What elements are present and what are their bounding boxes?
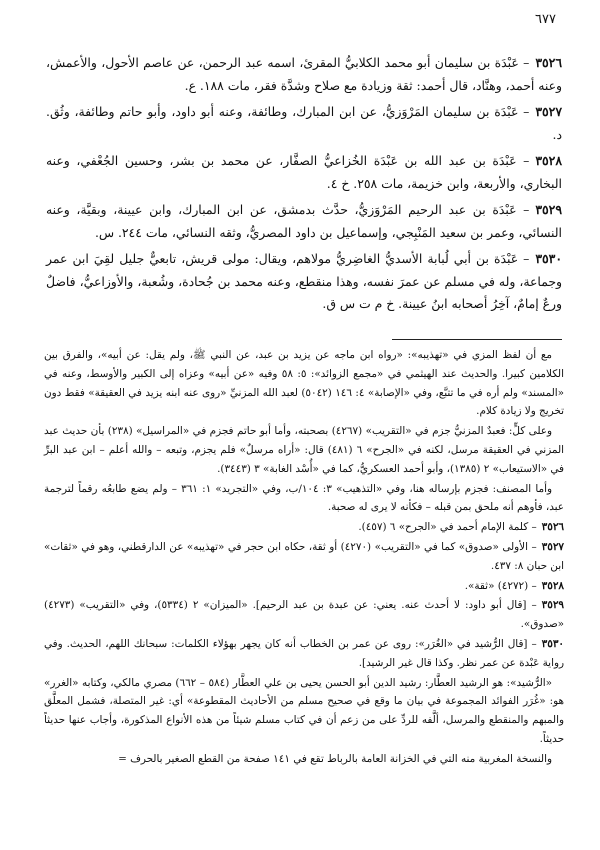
entry-text: – عَبْدَة بن سليمان أبو محمد الكلابيُّ المقرئ، اسمه عبد الرحمن، عن عاصم الأحول، والأعمش، وعنه أحمد، وهنَّاد، قال أحمد: ثقة وزيادة مع صلاح وشدَّة فقر، مات ١٨٨. ع. — [46, 55, 562, 93]
footnote-text: – الأولى «صدوق» كما في «التقريب» (٤٢٧٠) أو ثقة، حكاه ابن حجر في «تهذيبه» عن الدارقطني، وهو في «ثقات» ابن حبان ٨: ٤٣٧. — [44, 540, 564, 572]
footnote-text: «الرُّشيد»: هو الرشيد العطَّار: رشيد الدين أبو الحسن يحيى بن علي العطَّار (٥٨٤ – ٦٦٢) مصري مالكي، وكتابه «الغرر» هو: «غُرَر الفوائد المجموعة في بيان ما وقع في صحيح مسلم من الأحاديث المقطوعة» أي: غير المتصلة، فشمل المعلَّق والمبهم والمنقطع والمرسل، ألَّفه للردِّ على من زعم أن في كتاب مسلم شيئاً من هذه الأنواع المذكورة، وأجاب عنها حديثاً حديثاً. — [44, 676, 564, 745]
footnote-separator — [392, 339, 562, 340]
main-text — [46, 52, 562, 316]
footnote-text: – كلمة الإمام أحمد في «الجرح» ٦ (٤٥٧). — [358, 521, 537, 534]
biography-entry — [46, 150, 562, 195]
footnote-text: – (٤٢٧٢) «ثقة». — [464, 579, 537, 592]
footnote-number: ٣٥٢٩ — [541, 599, 564, 612]
page-number: ٦٧٧ — [535, 12, 556, 27]
entry-number: ٣٥٢٨ — [535, 153, 562, 168]
biography-entry — [46, 101, 562, 146]
footnote-text: – [قال الرُّشيد في «الغُرَر»: روى عن عمر بن الخطاب أنه كان يجهر بهؤلاء الكلمات: سبحانك اللهم، الحديث. وفي رواية عَبْدة عن عمر نظر. وكذا قال غير الرشيد]. — [44, 637, 564, 669]
biography-entry — [46, 248, 562, 316]
footnote-text: مع أن لفظ المزي في «تهذيبه»: «رواه ابن ماجه عن يزيد بن عبد، عن النبي ﷺ، ولم يقل: عن أبيه»، والفرق بين الكلامين كبيرا. والحديث عند الهيثمي في «مجمع الزوائد»: ٥: ٥٨ وفيه «عن أبيه» وعزاه إلى الكبير والأوسط، وعنه في «المسند» ولم أره في ما تتبَّع، وفي «الإصابة» ٤: ١٤٦ (٥٠٤٢) لعبد الله المزنيِّ «روى عنه ابنه يزيد في العقيقة» فقط دون تخريج ولا زيادة كلام. — [44, 349, 564, 418]
footnote-text: والنسخة المغربية منه التي في الخزانة العامة بالرباط تقع في ١٤١ صفحة من القطع الصغير بالحرف = — [118, 752, 552, 765]
footnote-number: ٣٥٢٨ — [541, 579, 564, 592]
entry-number: ٣٥٢٦ — [535, 55, 562, 70]
footnote — [44, 635, 564, 673]
biography-entry — [46, 199, 562, 244]
biography-entry — [46, 52, 562, 97]
footnote — [44, 674, 564, 749]
entry-text: – عَبْدَة بن سليمان المَرْوَزيُّ، عن ابن المبارك، وطائفة، وعنه أبو داود، وأبو حاتم وطائفة، وثُق. د. — [46, 104, 562, 142]
entry-number: ٣٥٢٩ — [535, 202, 562, 217]
footnote — [44, 518, 564, 537]
footnote-text: – [قال أبو داود: لا أحدث عنه. يعني: عن عبدة بن عبد الرحيم]. «الميزان» ٢ (٥٣٣٤)، وفي «التقريب» (٤٢٧٣) «صدوق». — [44, 599, 564, 631]
footnote-text: وأما المصنف: فجزم بإرساله هنا، وفي «التذهيب» ٣: ١٠٤/ب، وفي «التجريد» ١: ٣٦١ – ولم يضع طابعُه رقماً لترجمة عبد، فأوهم أنه ملحق بمن قبله – فكأنه لا يرى له صحبة. — [44, 482, 564, 514]
footnotes — [44, 346, 564, 769]
footnote-number: ٣٥٣٠ — [541, 637, 564, 650]
entry-number: ٣٥٢٧ — [535, 104, 562, 119]
footnote — [44, 480, 564, 518]
footnote — [44, 596, 564, 634]
footnote-text: وعلى كلٍّ: فعبدٌ المزنيُّ جزم في «التقريب» (٤٢٦٧) بصحبته، وأما أبو حاتم فجزم في «المراسيل» (٢٣٨) بأن حديث عبد المزني في العقيقة مرسل، لكنه في «الجرح» ٦ (٤٨١) قال: «أراه مرسلٌ» فلم يجزم، وتبعه – والله أعلم – ابن عبد البرِّ في «الاستيعاب» ٢ (١٣٨٥)، وأبو أحمد العسكريُّ، كما في «أُسْد الغابة» ٣ (٣٤٤٣). — [44, 425, 564, 475]
entry-text: – عَبْدَة بن عبد الرحيم المَرْوَزيُّ، حدَّث بدمشق، عن ابن المبارك، وابن عيينة، وبقيَّة، وعنه النسائي، وعمر بن سعيد المَنْبِجي، وإسماعيل بن داود المصريُّ، وثقه النسائي، مات ٢٤٤. س. — [46, 202, 562, 240]
footnote — [44, 577, 564, 596]
entry-text: – عَبْدَة بن عبد الله بن عَبْدَة الخُزاعيُّ الصفَّار، عن محمد بن بشر، وحسين الجُعْفي، وعنه البخاري، والأربعة، وابن خزيمة، مات ٢٥٨. خ ٤. — [46, 153, 562, 191]
footnote-number: ٣٥٢٦ — [541, 521, 564, 534]
footnote — [44, 346, 564, 421]
entry-text: – عَبْدَة بن أبي لُبابة الأسديُّ الغاضِريُّ مولاهم، ويقال: مولى قريش، تابعيٌّ جليل لقِيَ ابن عمر وجماعة، وله في مسلم عن عمرَ نفسه، وهذا منقطع، وعنه محمد بن جُحادة، وشُعبة، والأوزاعيُّ، فاضلٌ ورعٌ إمامٌ، آخِرُ أصحابه ابنُ عيينة. خ م ت س ق. — [46, 251, 562, 311]
footnote — [44, 538, 564, 576]
footnote-number: ٣٥٢٧ — [541, 540, 564, 553]
footnote — [44, 750, 564, 769]
entry-number: ٣٥٣٠ — [535, 251, 562, 266]
footnote — [44, 422, 564, 478]
